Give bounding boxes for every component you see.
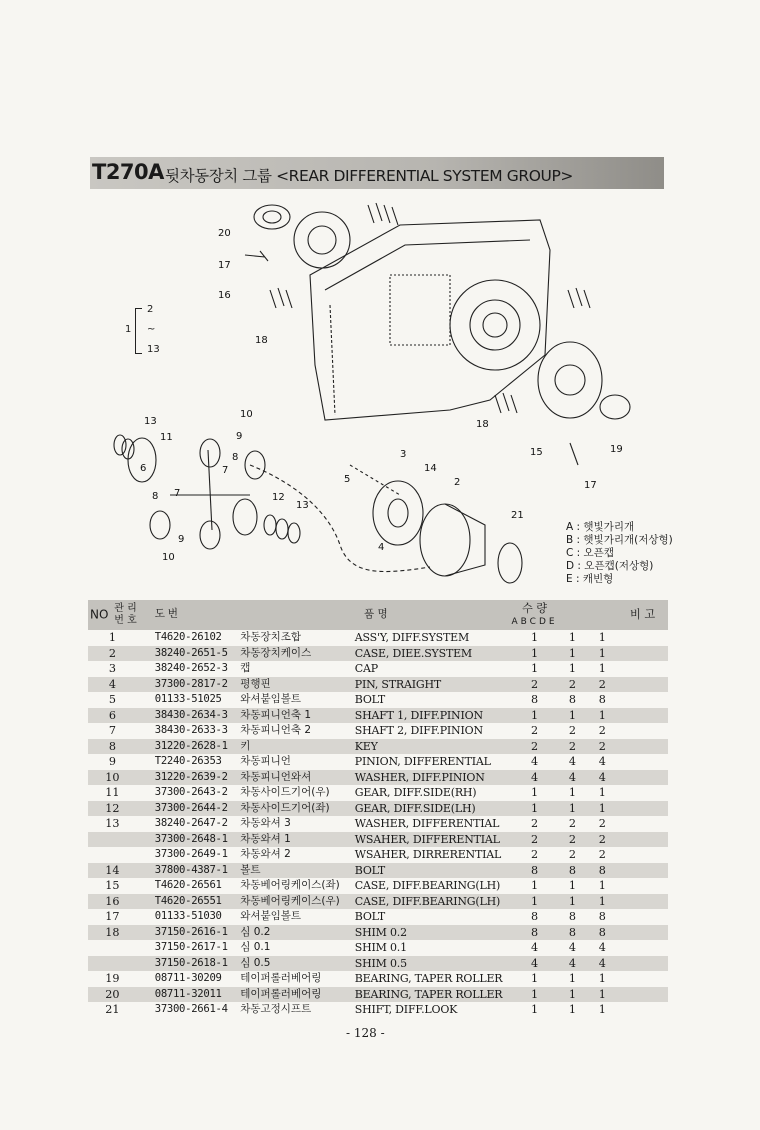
row-no: 7: [108, 724, 116, 737]
row-remarks: [617, 987, 668, 1003]
row-name-kr: 심 0.5: [240, 956, 355, 972]
table-row: [88, 692, 668, 708]
row-name-kr: 심 0.2: [240, 925, 355, 941]
row-qty-a: 2: [511, 832, 557, 848]
row-remarks: [617, 909, 668, 925]
row-name-en: CASE, DIFF.BEARING(LH): [354, 879, 501, 892]
row-part-no: 37300-2648-1: [137, 832, 240, 848]
row-qty-a: 8: [511, 863, 557, 879]
row-name-en: WSAHER, DIFFERENTIAL: [355, 832, 512, 848]
header-qty: [511, 600, 557, 630]
svg-text:15: 15: [530, 447, 543, 458]
row-remarks: [617, 739, 668, 755]
row-name-en: SHIM 0.5: [355, 956, 512, 972]
row-part-no: 37800-4387-1: [137, 863, 240, 879]
row-part-no: 37300-2649-1: [154, 848, 228, 860]
row-remarks: [617, 971, 668, 987]
row-qty-a: 4: [530, 941, 539, 954]
shim-group-top: [368, 203, 398, 225]
row-qty-a: 8: [530, 910, 539, 923]
svg-text:19: 19: [610, 444, 623, 455]
row-no: 13: [105, 817, 120, 830]
row-remarks: [617, 816, 668, 832]
row-qty-e: 2: [598, 817, 606, 830]
row-no: 17: [105, 910, 120, 923]
row-name-kr: 키: [240, 739, 355, 755]
svg-text:20: 20: [218, 228, 231, 239]
row-qty-a: 1: [511, 646, 557, 662]
row-remarks: [617, 646, 668, 662]
row-part-no: 37150-2618-1: [137, 956, 240, 972]
row-name-en: GEAR, DIFF.SIDE(RH): [354, 786, 477, 799]
shim-group-18-left: [270, 288, 292, 308]
bearing-case-rh: [294, 212, 350, 268]
header-part-no: 도 번: [137, 600, 240, 630]
row-name-en: GEAR, DIFF.SIDE(LH): [355, 801, 512, 817]
row-qty-e: 2: [598, 848, 606, 861]
row-remarks: [617, 832, 668, 848]
row-qty-c: 1: [558, 801, 588, 817]
parts-table: [88, 600, 668, 1018]
svg-text:12: 12: [272, 492, 285, 503]
row-qty-e: 4: [587, 770, 617, 786]
table-row: [88, 630, 668, 646]
row-qty-e: 8: [598, 910, 606, 923]
table-row: [88, 1002, 668, 1018]
row-part-no: 37300-2644-2: [137, 801, 240, 817]
row-qty-c: 8: [568, 693, 577, 706]
table-row: [88, 677, 668, 693]
table-row: [88, 987, 668, 1003]
table-row: [88, 723, 668, 739]
row-no: 10: [88, 770, 137, 786]
row-qty-c: 2: [568, 817, 577, 830]
svg-text:13: 13: [144, 416, 157, 427]
row-name-en: ASS'Y, DIFF.SYSTEM: [354, 631, 470, 644]
row-qty-a: 4: [511, 770, 557, 786]
row-qty-c: 4: [568, 941, 577, 954]
table-row: [88, 832, 668, 848]
row-name-kr: 차동장치조합: [240, 631, 302, 643]
table-row: [88, 894, 668, 910]
row-qty-e: 8: [587, 925, 617, 941]
bolt-17: [245, 251, 268, 261]
header-qty-cols: ABCDE: [511, 617, 558, 627]
table-row: [88, 739, 668, 755]
row-no: 1: [108, 631, 116, 644]
table-row: [88, 708, 668, 724]
row-name-kr: 차동피니언축 2: [240, 724, 312, 736]
row-name-kr: 차동와셔 1: [240, 832, 355, 848]
row-qty-e: 2: [587, 739, 617, 755]
legend-item-c: C : 오픈캡: [566, 547, 614, 559]
row-name-kr: 차동사이드기어(좌): [240, 801, 355, 817]
row-qty-c: 1: [558, 987, 588, 1003]
row-remarks: [617, 847, 668, 863]
row-name-kr: 차동고정시프트: [240, 1003, 312, 1015]
diff-lock-shift-21: [498, 543, 522, 583]
row-qty-e: 1: [598, 1003, 606, 1016]
row-remarks: [617, 770, 668, 786]
table-row: [88, 770, 668, 786]
row-no: 15: [105, 879, 120, 892]
row-qty-a: 2: [511, 677, 557, 693]
taper-roller-bearing-20: [254, 205, 290, 229]
legend-item-b: B : 햇빛가리개(저상형): [566, 534, 673, 546]
row-no: 8: [88, 739, 137, 755]
row-qty-a: 1: [530, 972, 539, 985]
pinion-left: [150, 511, 170, 539]
transmission-housing: [310, 220, 550, 420]
row-remarks: [617, 630, 668, 646]
row-remarks: [617, 677, 668, 693]
svg-text:13: 13: [296, 500, 309, 511]
legend-item-e: E : 캐빈형: [566, 573, 614, 585]
shim-group-right: [568, 288, 590, 308]
row-name-kr: 차동베어링케이스(우): [240, 894, 355, 910]
row-no: 2: [88, 646, 137, 662]
row-qty-a: 2: [530, 848, 539, 861]
row-qty-e: 1: [598, 786, 606, 799]
row-no: 19: [105, 972, 120, 985]
row-remarks: [617, 956, 668, 972]
row-qty-e: 8: [598, 693, 606, 706]
bolt-17-right: [570, 443, 578, 465]
row-part-no: 38240-2647-2: [154, 817, 228, 829]
row-no: [88, 847, 137, 863]
row-no: 16: [88, 894, 137, 910]
row-name-en: BOLT: [355, 863, 512, 879]
row-name-kr: 와셔붙임볼트: [240, 910, 302, 922]
table-row: [88, 863, 668, 879]
row-part-no: 37150-2617-1: [154, 941, 228, 953]
shim-group-18-right: [495, 393, 517, 413]
table-row: [88, 940, 668, 956]
table-row: [88, 816, 668, 832]
row-part-no: T2240-26353: [154, 755, 222, 767]
row-qty-c: 8: [558, 925, 588, 941]
row-part-no: 08711-32011: [137, 987, 240, 1003]
row-remarks: [617, 925, 668, 941]
row-qty-c: 1: [568, 662, 577, 675]
row-qty-c: 2: [558, 832, 588, 848]
row-qty-c: 1: [568, 786, 577, 799]
row-qty-e: 1: [587, 894, 617, 910]
section-title: 뒷차동장치 그룹 <REAR DIFFERENTIAL SYSTEM GROUP>: [165, 167, 573, 185]
row-name-kr: 차동피니언와셔: [240, 770, 355, 786]
row-qty-a: 1: [511, 894, 557, 910]
row-qty-e: 1: [587, 646, 617, 662]
row-name-en: SHIM 0.2: [355, 925, 512, 941]
row-part-no: T4620-26551: [137, 894, 240, 910]
row-part-no: 38240-2651-5: [137, 646, 240, 662]
row-qty-e: 4: [587, 956, 617, 972]
pinion-lower: [200, 521, 220, 549]
svg-text:8: 8: [152, 491, 159, 502]
row-name-en: CASE, DIEE.SYSTEM: [355, 646, 512, 662]
row-name-en: SHAFT 2, DIFF.PINION: [354, 724, 483, 737]
housing-flange: [450, 280, 540, 370]
row-name-kr: 차동사이드기어(우): [240, 786, 330, 798]
legend-item-d: D : 오픈캡(저상형): [566, 560, 654, 572]
row-name-en: BOLT: [354, 693, 386, 706]
row-qty-e: 4: [598, 941, 606, 954]
row-name-en: PINION, DIFFERENTIAL: [354, 755, 491, 768]
svg-text:6: 6: [140, 463, 147, 474]
row-part-no: 38240-2652-3: [154, 662, 228, 674]
row-part-no: 37300-2643-2: [154, 786, 228, 798]
row-qty-c: 4: [558, 956, 588, 972]
row-remarks: [617, 692, 668, 708]
row-no: 18: [88, 925, 137, 941]
row-qty-e: 2: [598, 724, 606, 737]
svg-text:18: 18: [255, 335, 268, 346]
row-qty-e: 1: [598, 879, 606, 892]
row-name-kr: 평행핀: [240, 677, 355, 693]
row-no: 4: [88, 677, 137, 693]
row-no: [88, 832, 137, 848]
row-name-en: BEARING, TAPER ROLLER: [355, 987, 512, 1003]
svg-text:16: 16: [218, 290, 231, 301]
row-part-no: 01133-51025: [154, 693, 222, 705]
bearing-case-lh: [538, 342, 602, 418]
row-remarks: [617, 723, 668, 739]
pinion-shaft-1: [208, 450, 212, 530]
row-qty-a: 4: [511, 956, 557, 972]
table-header-row: [88, 600, 668, 630]
row-qty-a: 1: [530, 1003, 539, 1016]
row-no: 9: [108, 755, 116, 768]
row-name-en: BEARING, TAPER ROLLER: [354, 972, 503, 985]
row-qty-a: 1: [530, 662, 539, 675]
row-qty-e: 1: [587, 801, 617, 817]
row-qty-e: 1: [598, 972, 606, 985]
row-part-no: 31220-2639-2: [137, 770, 240, 786]
table-row: [88, 925, 668, 941]
row-part-no: T4620-26102: [154, 631, 222, 643]
row-qty-c: 8: [568, 910, 577, 923]
table-row: [88, 971, 668, 987]
row-remarks: [617, 940, 668, 956]
row-name-en: KEY: [355, 739, 512, 755]
row-part-no: T4620-26561: [154, 879, 222, 891]
svg-text:21: 21: [511, 510, 524, 521]
row-qty-a: 4: [530, 755, 539, 768]
side-gear-rh: [128, 438, 156, 482]
row-part-no: 38430-2633-3: [154, 724, 228, 736]
header-mgmt: 관 리 번 호: [114, 603, 137, 626]
row-qty-e: 1: [587, 708, 617, 724]
row-remarks: [617, 661, 668, 677]
row-qty-a: 1: [511, 801, 557, 817]
row-qty-e: 8: [587, 863, 617, 879]
header-remarks: 비 고: [617, 600, 668, 630]
row-qty-a: 1: [530, 879, 539, 892]
row-qty-c: 1: [558, 708, 588, 724]
row-qty-e: 2: [587, 677, 617, 693]
cap-3: [373, 481, 423, 545]
row-name-kr: 차동장치케이스: [240, 646, 355, 662]
table-row: [88, 754, 668, 770]
row-name-kr: 테이퍼롤러베어링: [240, 987, 355, 1003]
row-qty-c: 4: [568, 755, 577, 768]
section-code: T270A: [92, 160, 164, 184]
row-qty-c: 1: [568, 1003, 577, 1016]
header-no: NO 관 리 번 호: [88, 600, 137, 630]
svg-text:5: 5: [344, 474, 351, 485]
svg-text:11: 11: [160, 432, 173, 443]
row-no: 21: [105, 1003, 120, 1016]
table-row: [88, 956, 668, 972]
taper-roller-bearing-19: [600, 395, 630, 419]
svg-text:17: 17: [584, 480, 597, 491]
table-row: [88, 801, 668, 817]
row-qty-c: 8: [558, 863, 588, 879]
row-qty-c: 2: [558, 739, 588, 755]
row-name-en: WASHER, DIFFERENTIAL: [354, 817, 500, 830]
row-qty-c: 1: [568, 879, 577, 892]
svg-text:4: 4: [378, 542, 385, 553]
page-number: - 128 -: [346, 1026, 385, 1040]
row-name-en: SHAFT 1, DIFF.PINION: [355, 708, 512, 724]
svg-text:7: 7: [222, 465, 229, 476]
row-no: [88, 940, 137, 956]
row-part-no: 01133-51030: [154, 910, 222, 922]
row-qty-c: 1: [558, 646, 588, 662]
header-qty-label: 수 량: [521, 602, 548, 615]
row-qty-e: 2: [587, 832, 617, 848]
row-no: 20: [88, 987, 137, 1003]
row-name-en: WSAHER, DIRRERENTIAL: [354, 848, 502, 861]
table-row: [88, 847, 668, 863]
row-name-kr: 캡: [240, 662, 251, 674]
row-name-en: CAP: [354, 662, 378, 675]
row-name-en: PIN, STRAIGHT: [355, 677, 512, 693]
row-qty-c: 2: [568, 848, 577, 861]
row-part-no: 31220-2628-1: [137, 739, 240, 755]
row-name-kr: 차동피니언: [240, 755, 291, 767]
row-remarks: [617, 894, 668, 910]
row-qty-a: 2: [530, 724, 539, 737]
row-name-kr: 차동베어링케이스(좌): [240, 879, 340, 891]
row-qty-a: 1: [511, 987, 557, 1003]
row-qty-c: 1: [568, 631, 577, 644]
legend-item-a: A : 햇빛가리개: [566, 521, 635, 533]
svg-text:7: 7: [174, 488, 181, 499]
row-remarks: [617, 878, 668, 894]
row-remarks: [617, 754, 668, 770]
row-remarks: [617, 863, 668, 879]
row-part-no: 37300-2817-2: [137, 677, 240, 693]
row-remarks: [617, 708, 668, 724]
row-no: [88, 956, 137, 972]
row-name-kr: 심 0.1: [240, 941, 271, 953]
row-no: 6: [88, 708, 137, 724]
table-row: [88, 909, 668, 925]
row-qty-a: 2: [530, 817, 539, 830]
differential-case-2: [420, 504, 470, 576]
row-part-no: 38430-2634-3: [137, 708, 240, 724]
row-qty-a: 2: [511, 739, 557, 755]
row-part-no: 37300-2661-4: [154, 1003, 228, 1015]
row-part-no: 08711-30209: [154, 972, 222, 984]
svg-text:8: 8: [232, 452, 239, 463]
svg-text:3: 3: [400, 449, 407, 460]
row-qty-c: 2: [558, 677, 588, 693]
row-remarks: [617, 1002, 668, 1018]
row-qty-e: 1: [598, 631, 606, 644]
row-qty-e: 4: [598, 755, 606, 768]
table-row: [88, 785, 668, 801]
row-qty-c: 1: [558, 894, 588, 910]
svg-text:17: 17: [218, 260, 231, 271]
svg-text:2: 2: [454, 477, 461, 488]
row-name-en: SHIM 0.1: [354, 941, 407, 954]
row-qty-c: 2: [568, 724, 577, 737]
row-no: 5: [108, 693, 116, 706]
side-gear-lh: [233, 499, 257, 535]
model-legend: [566, 521, 673, 586]
row-name-kr: 차동와셔 2: [240, 848, 291, 860]
row-name-en: SHIFT, DIFF.LOOK: [354, 1003, 458, 1016]
row-qty-c: 1: [568, 972, 577, 985]
row-qty-a: 8: [511, 925, 557, 941]
table-row: [88, 878, 668, 894]
svg-text:18: 18: [476, 419, 489, 430]
row-qty-e: 1: [587, 987, 617, 1003]
row-name-kr: 와셔붙임볼트: [240, 693, 302, 705]
row-qty-a: 8: [530, 693, 539, 706]
row-qty-a: 1: [530, 631, 539, 644]
svg-text:14: 14: [424, 463, 437, 474]
row-name-kr: 차동피니언축 1: [240, 708, 355, 724]
row-no: 11: [105, 786, 120, 799]
row-no: 3: [108, 662, 116, 675]
table-row: [88, 646, 668, 662]
row-name-kr: 볼트: [240, 863, 355, 879]
svg-text:10: 10: [162, 552, 175, 563]
svg-text:9: 9: [178, 534, 185, 545]
row-name-kr: 테이퍼롤러베어링: [240, 972, 322, 984]
pinion-right: [245, 451, 265, 479]
row-remarks: [617, 785, 668, 801]
header-name: 품 명: [240, 600, 511, 630]
row-remarks: [617, 801, 668, 817]
row-qty-a: 1: [530, 786, 539, 799]
svg-text:10: 10: [240, 409, 253, 420]
row-no: 14: [88, 863, 137, 879]
row-name-en: WASHER, DIFF.PINION: [355, 770, 512, 786]
row-name-en: BOLT: [354, 910, 386, 923]
row-part-no: 37150-2616-1: [137, 925, 240, 941]
row-qty-e: 1: [598, 662, 606, 675]
row-no: 12: [88, 801, 137, 817]
pinion-upper: [200, 439, 220, 467]
table-row: [88, 661, 668, 677]
row-qty-a: 1: [511, 708, 557, 724]
row-name-kr: 차동와셔 3: [240, 817, 291, 829]
svg-text:9: 9: [236, 431, 243, 442]
row-qty-c: 4: [558, 770, 588, 786]
row-name-en: CASE, DIFF.BEARING(LH): [355, 894, 512, 910]
